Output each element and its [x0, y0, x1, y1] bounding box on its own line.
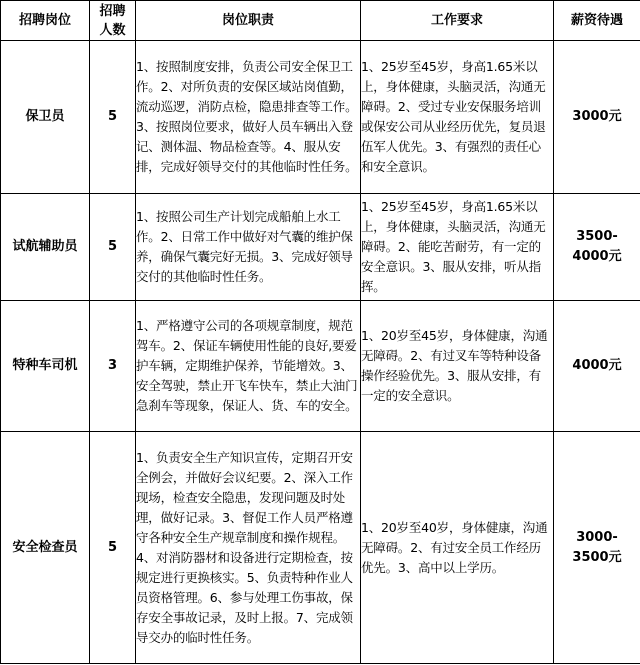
requirements-cell: 1、25岁至45岁，身高1.65米以上，身体健康，头脑灵活，沟通无障碍。2、受过专业安保服务培训或保安公司从业经历优先，复员退伍军人优先。3、有强烈的责任心和安全意识。: [361, 41, 554, 194]
duties-cell: 1、负责安全生产知识宣传，定期召开安全例会，并做好会议纪要。2、深入工作现场，检查安全隐患，发现问题及时处理，做好记录。3、督促工作人员严格遵守各种安全生产规章制度和操作规程。4、对消防器材和设备进行定期检查，按规定进行更换核实。5、负责特种作业人员资格管理。6、参与处理工伤事故，保存安全事故记录，及时上报。7、完成领导交办的临时性任务。: [136, 432, 361, 664]
table-row: [1, 194, 640, 301]
header-row: [1, 1, 640, 41]
position-cell: 保卫员: [1, 41, 90, 194]
header-count: 招聘 人数: [90, 1, 136, 41]
requirements-cell: 1、20岁至45岁，身体健康，沟通无障碍。2、有过叉车等特种设备操作经验优先。3、服从安排，有一定的安全意识。: [361, 301, 554, 432]
count-cell: 5: [90, 41, 136, 194]
count-cell: 3: [90, 301, 136, 432]
count-cell: 5: [90, 432, 136, 664]
duties-cell: 1、严格遵守公司的各项规章制度，规范驾车。2、保证车辆使用性能的良好,要爱护车辆，定期维护保养，节能增效。3、安全驾驶，禁止开飞车快车，禁止大油门急刹车等现象，保证人、货、车的安全。: [136, 301, 361, 432]
table-row: [1, 41, 640, 194]
count-cell: 5: [90, 194, 136, 301]
header-requirements: 工作要求: [361, 1, 554, 41]
position-cell: 试航辅助员: [1, 194, 90, 301]
salary-cell: 3500- 4000元: [554, 194, 640, 301]
salary-cell: 4000元: [554, 301, 640, 432]
requirements-cell: 1、25岁至45岁，身高1.65米以上，身体健康，头脑灵活，沟通无障碍。2、能吃苦耐劳，有一定的安全意识。3、服从安排，听从指挥。: [361, 194, 554, 301]
duties-cell: 1、按照制度安排，负责公司安全保卫工作。2、对所负责的安保区域站岗值勤，流动巡逻，消防点检，隐患排查等工作。3、按照岗位要求，做好人员车辆出入登记、测体温、物品检查等。4、服从安排，完成好领导交付的其他临时性任务。: [136, 41, 361, 194]
table-row: [1, 301, 640, 432]
position-cell: 特种车司机: [1, 301, 90, 432]
header-salary: 薪资待遇: [554, 1, 640, 41]
requirements-cell: 1、20岁至40岁，身体健康，沟通无障碍。2、有过安全员工作经历优先。3、高中以上学历。: [361, 432, 554, 664]
position-cell: 安全检查员: [1, 432, 90, 664]
header-position: 招聘岗位: [1, 1, 90, 41]
duties-cell: 1、按照公司生产计划完成船舶上水工作。2、日常工作中做好对气囊的维护保养，确保气囊完好无损。3、完成好领导交付的其他临时性任务。: [136, 194, 361, 301]
table-row: [1, 432, 640, 664]
salary-cell: 3000- 3500元: [554, 432, 640, 664]
header-duties: 岗位职责: [136, 1, 361, 41]
salary-cell: 3000元: [554, 41, 640, 194]
